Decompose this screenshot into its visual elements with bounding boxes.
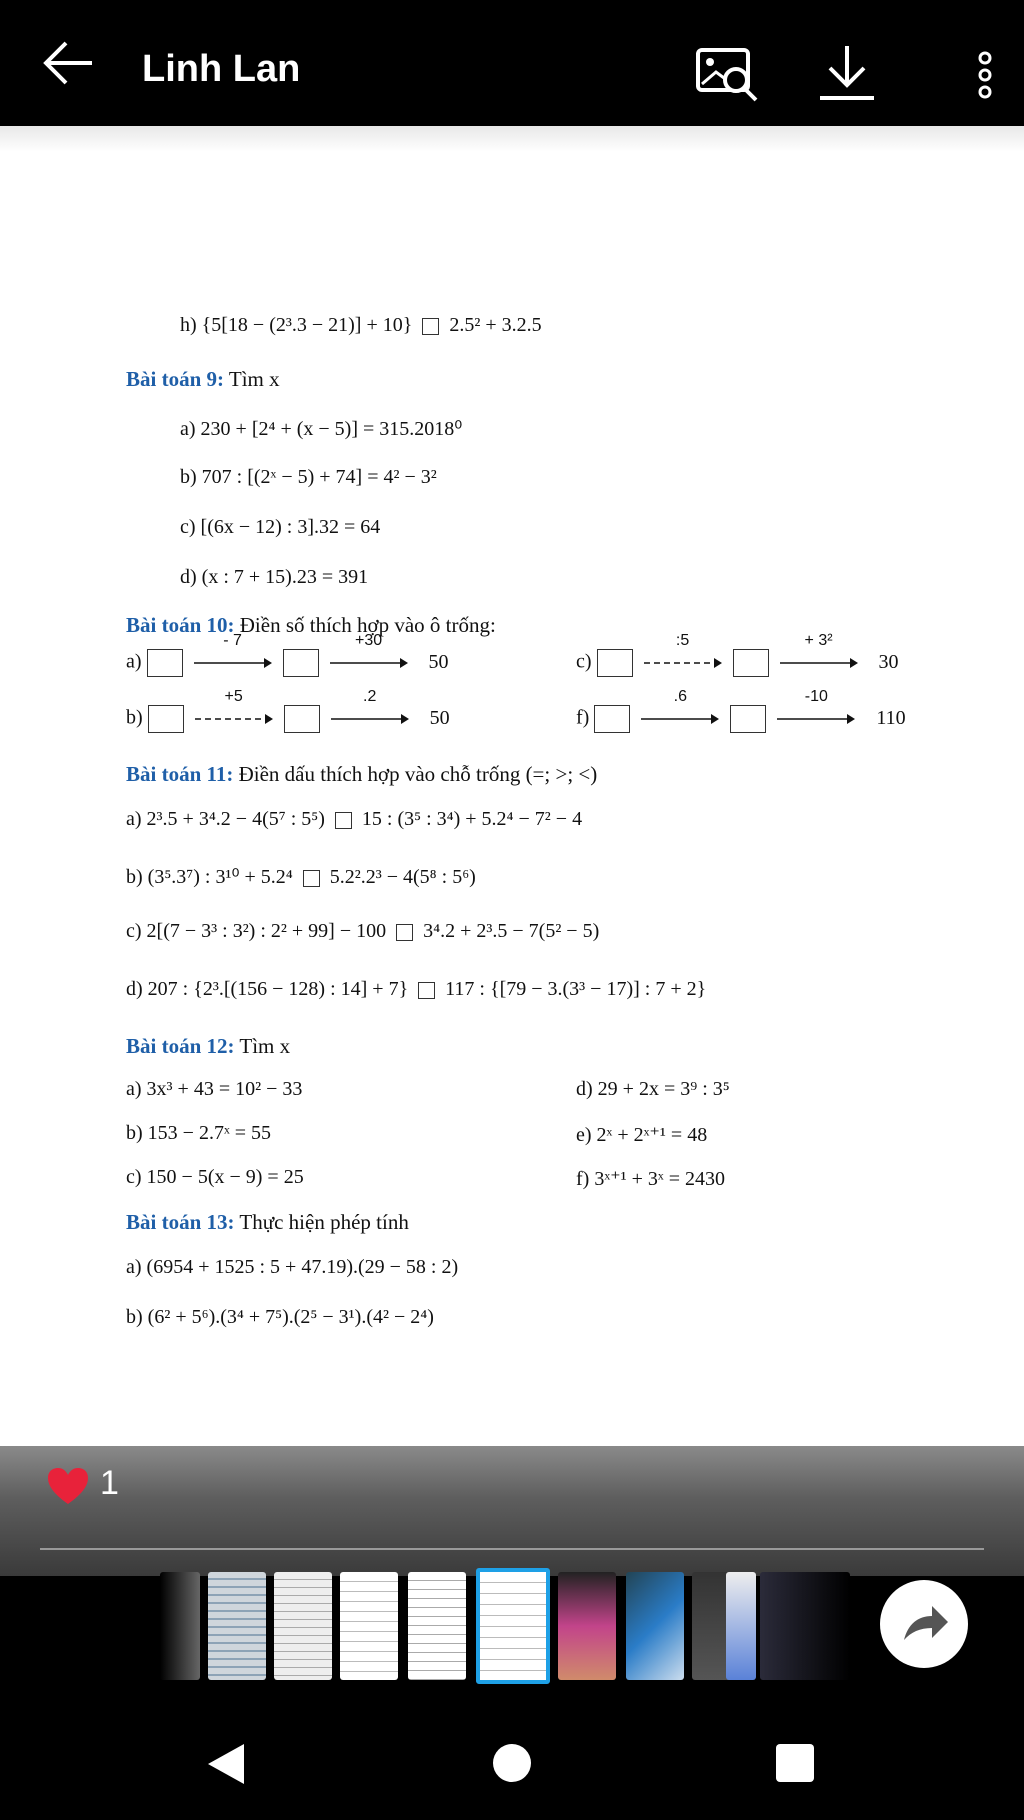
- bt13-text: Thực hiện phép tính: [239, 1210, 409, 1234]
- share-button[interactable]: [880, 1580, 968, 1668]
- compare-left: b) (3⁵.3⁷) : 3¹⁰ + 5.2⁴: [126, 866, 293, 888]
- compare-right: 15 : (3⁵ : 3⁴) + 5.2⁴ − 7² − 4: [361, 808, 583, 830]
- thumbnail[interactable]: [726, 1572, 756, 1680]
- operation-label: -10: [804, 688, 828, 705]
- bt12-heading: [126, 1034, 290, 1059]
- bt11-item-a: [126, 808, 582, 831]
- row-letter: a): [126, 650, 142, 673]
- bt11-item-d: [126, 978, 706, 1001]
- bt11-label: Bài toán 11:: [126, 762, 234, 786]
- operation-label: + 3²: [804, 632, 833, 649]
- row-letter: c): [576, 650, 592, 673]
- nav-recents-icon[interactable]: [776, 1744, 814, 1782]
- bt13-item-a: a) (6954 + 1525 : 5 + 47.19).(29 − 58 : 2): [126, 1256, 459, 1278]
- compare-box: [303, 870, 320, 887]
- bt10-row-c: [576, 632, 899, 678]
- app-bar: [0, 0, 1024, 126]
- arrow-operation: [777, 688, 855, 734]
- heart-icon[interactable]: [46, 1466, 90, 1506]
- arrow-operation: [330, 632, 408, 678]
- arrow-operation: [194, 632, 272, 678]
- operation-label: .6: [673, 688, 687, 705]
- thumbnail[interactable]: [208, 1572, 266, 1680]
- bt12-item-b: b) 153 − 2.7ˣ = 55: [126, 1122, 271, 1144]
- bt12-item-a: a) 3x³ + 43 = 10² − 33: [126, 1078, 303, 1100]
- bt9-item-c: c) [(6x − 12) : 3].32 = 64: [180, 516, 381, 538]
- bt13-heading: [126, 1210, 409, 1235]
- like-count: 1: [100, 1464, 119, 1502]
- blank-box: [284, 705, 320, 733]
- image-search-icon[interactable]: [694, 40, 764, 110]
- document-image[interactable]: [0, 126, 1024, 1446]
- back-arrow-icon[interactable]: [40, 38, 100, 88]
- share-arrow-icon: [880, 1580, 968, 1668]
- bt9-item-d: d) (x : 7 + 15).23 = 391: [180, 566, 369, 588]
- blank-box: [148, 705, 184, 733]
- result-value: 110: [876, 706, 906, 729]
- blank-box: [597, 649, 633, 677]
- bt12-item-c: c) 150 − 5(x − 9) = 25: [126, 1166, 304, 1188]
- thumbnail[interactable]: [626, 1572, 684, 1680]
- operation-label: +30: [354, 632, 383, 649]
- operation-label: +5: [224, 688, 243, 705]
- compare-box: [422, 318, 439, 335]
- bt13-item-b: b) (6² + 5⁶).(3⁴ + 7⁵).(2⁵ − 3¹).(4² − 2⁴): [126, 1306, 434, 1328]
- bt10-heading: [126, 613, 496, 638]
- bt11-item-c: [126, 920, 599, 943]
- row-letter: f): [576, 706, 590, 729]
- thumbnail[interactable]: [160, 1572, 200, 1680]
- thumbnail[interactable]: [558, 1572, 616, 1680]
- bt9-label: Bài toán 9:: [126, 367, 225, 391]
- compare-left: d) 207 : {2³.[(156 − 128) : 14] + 7}: [126, 978, 409, 1000]
- exercise-h: [180, 314, 542, 337]
- arrow-operation: [331, 688, 409, 734]
- top-shadow: [0, 126, 1024, 152]
- bt12-text: Tìm x: [239, 1034, 291, 1058]
- blank-box: [733, 649, 769, 677]
- bt9-heading: [126, 367, 280, 392]
- bt10-row-b: [126, 688, 450, 734]
- bt9-item-b: b) 707 : [(2ˣ − 5) + 74] = 4² − 3²: [180, 466, 437, 488]
- compare-box: [396, 924, 413, 941]
- result-value: 50: [429, 706, 450, 729]
- bt10-label: Bài toán 10:: [126, 613, 235, 637]
- compare-right: 5.2².2³ − 4(5⁸ : 5⁶): [329, 866, 476, 888]
- result-value: 30: [878, 650, 899, 673]
- compare-box: [418, 982, 435, 999]
- thumbnail[interactable]: [340, 1572, 398, 1680]
- nav-back-icon[interactable]: [206, 1742, 246, 1786]
- exercise-h-right: 2.5² + 3.2.5: [449, 314, 542, 336]
- divider: [40, 1548, 984, 1550]
- compare-right: 3⁴.2 + 2³.5 − 7(5² − 5): [423, 920, 600, 942]
- bt11-item-b: [126, 864, 476, 889]
- thumbnail[interactable]: [274, 1572, 332, 1680]
- arrow-operation: [780, 632, 858, 678]
- compare-right: 117 : {[79 − 3.(3³ − 17)] : 7 + 2}: [445, 978, 707, 1000]
- bt13-label: Bài toán 13:: [126, 1210, 235, 1234]
- blank-box: [147, 649, 183, 677]
- blank-box: [283, 649, 319, 677]
- thumbnail[interactable]: [760, 1572, 850, 1680]
- compare-left: a) 2³.5 + 3⁴.2 − 4(5⁷ : 5⁵): [126, 808, 325, 830]
- arrow-operation: [644, 632, 722, 678]
- bt12-item-d: d) 29 + 2x = 3⁹ : 3⁵: [576, 1078, 730, 1100]
- bt10-row-a: [126, 632, 449, 678]
- bt11-heading: [126, 762, 597, 787]
- arrow-operation: [195, 688, 273, 734]
- blank-box: [594, 705, 630, 733]
- more-vert-icon[interactable]: [950, 40, 1020, 110]
- bt10-text: Điền số thích hợp vào ô trống:: [239, 613, 496, 637]
- bt9-text: Tìm x: [228, 367, 280, 391]
- page-title: Linh Lan: [142, 48, 301, 90]
- bt11-text: Điền dấu thích hợp vào chỗ trống (=; >; <): [238, 762, 598, 786]
- thumbnail-selected[interactable]: [476, 1568, 550, 1684]
- operation-label: :5: [675, 632, 690, 649]
- exercise-h-left: h) {5[18 − (2³.3 − 21)] + 10}: [180, 314, 413, 336]
- info-panel: [0, 1446, 1024, 1576]
- thumbnail[interactable]: [408, 1572, 466, 1680]
- bt12-item-e: e) 2ˣ + 2ˣ⁺¹ = 48: [576, 1124, 708, 1146]
- bt12-label: Bài toán 12:: [126, 1034, 235, 1058]
- compare-left: c) 2[(7 − 3³ : 3²) : 2² + 99] − 100: [126, 920, 387, 942]
- compare-box: [335, 812, 352, 829]
- blank-box: [730, 705, 766, 733]
- row-letter: b): [126, 706, 143, 729]
- bt10-row-f: [576, 688, 906, 734]
- nav-home-icon[interactable]: [493, 1744, 531, 1782]
- arrow-operation: [641, 688, 719, 734]
- result-value: 50: [428, 650, 449, 673]
- download-icon[interactable]: [812, 40, 882, 110]
- operation-label: .2: [363, 688, 377, 705]
- bt12-item-f: f) 3ˣ⁺¹ + 3ˣ = 2430: [576, 1168, 725, 1190]
- operation-label: - 7: [223, 632, 242, 649]
- bt9-item-a: a) 230 + [2⁴ + (x − 5)] = 315.2018⁰: [180, 418, 463, 440]
